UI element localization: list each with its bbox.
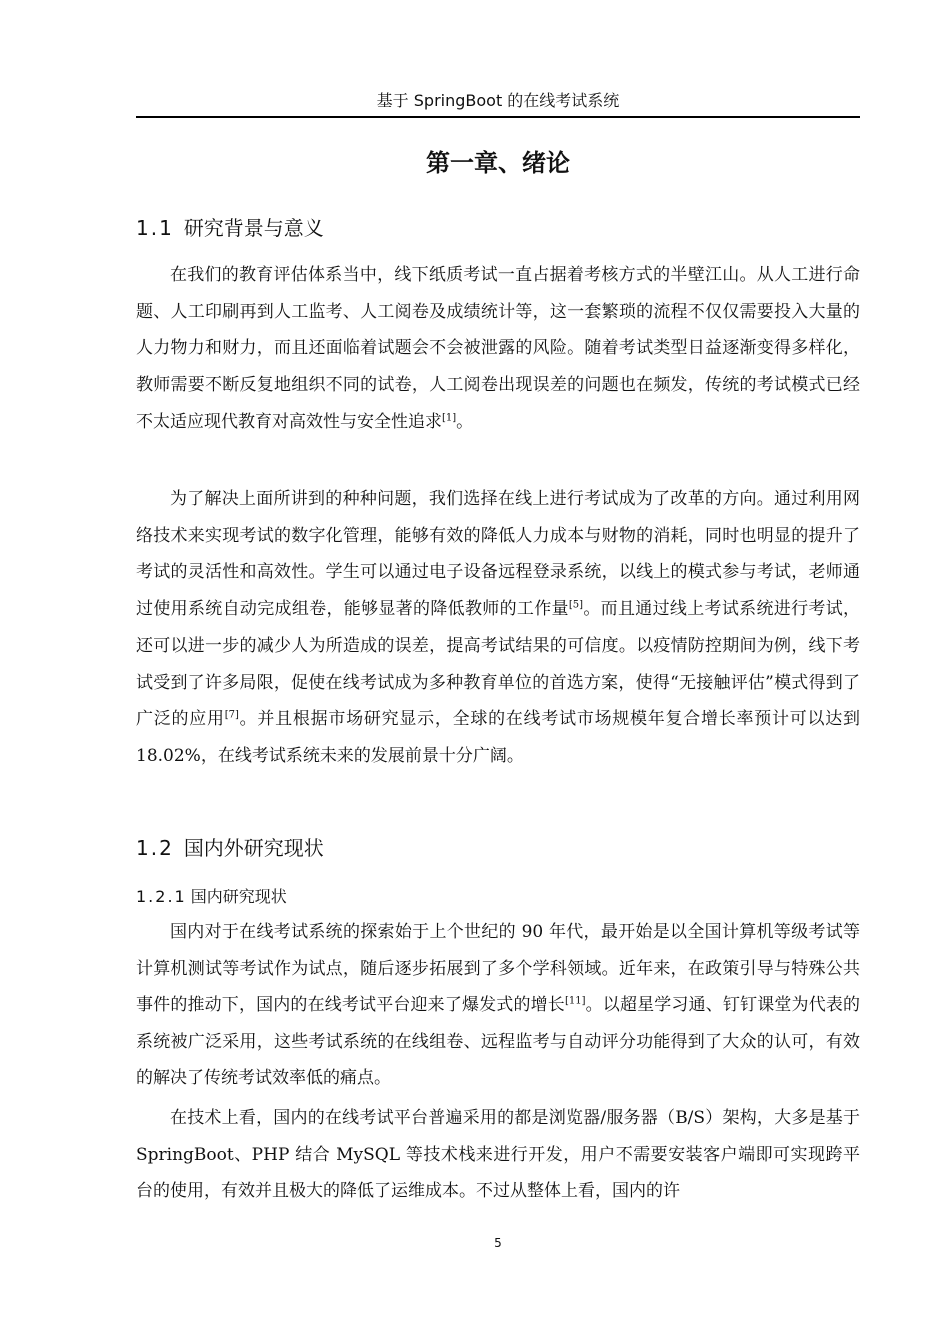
citation: [11] (564, 995, 586, 1007)
paragraph-text: 。并且根据市场研究显示，全球的在线考试市场规模年复合增长率预计可以达到 18.02%，在线考试系统未来的发展前景十分广阔。 (136, 709, 861, 766)
section-title: 研究背景与意义 (183, 216, 324, 240)
paragraph-domestic-2 (136, 1100, 860, 1210)
paragraph-text: 国内对于在线考试系统的探索始于上个世纪的 90 年代，最开始是以全国计算机等级考试等计算机测试等考试作为试点，随后逐步拓展到了多个学科领域。近年来，在政策引导与特殊公共事件的推动下，国内的在线考试平台迎来了爆发式的增长 (136, 922, 860, 1016)
paragraph-end: 。 (456, 411, 474, 432)
paragraph-significance (136, 481, 860, 775)
citation: [7] (224, 709, 239, 721)
paragraph-background (136, 257, 860, 441)
paragraph-text: 在技术上看，国内的在线考试平台普遍采用的都是浏览器/服务器（B/S）架构，大多是基于 SpringBoot、PHP 结合 MySQL 等技术栈来进行开发，用户不需要安装客户端即可实现跨平台的使用，有效并且极大的降低了运维成本。不过从整体上看，国内的许 (136, 1108, 860, 1202)
subsection-number: 1.2.1 (136, 887, 187, 906)
running-header: 基于 SpringBoot 的在线考试系统 (376, 91, 620, 110)
chapter-title: 第一章、绪论 (426, 149, 570, 177)
subsection-heading-1-2-1 (136, 886, 860, 908)
section-heading-1-1 (136, 214, 860, 242)
section-number: 1.2 (136, 836, 174, 860)
paragraph-domestic-1 (136, 914, 860, 1097)
page-number: 5 (494, 1236, 502, 1250)
section-heading-1-2 (136, 834, 860, 862)
subsection-title: 国内研究现状 (190, 887, 287, 906)
paragraph-text: 为了解决上面所讲到的种种问题，我们选择在线上进行考试成为了改革的方向。通过利用网络技术来实现考试的数字化管理，能够有效的降低人力成本与财物的消耗，同时也明显的提升了考试的灵活性和高效性。学生可以通过电子设备远程登录系统，以线上的模式参与考试，老师通过使用系统自动完成组卷，能够显著的降低教师的工作量 (136, 489, 860, 620)
paragraph-text: 。而且通过线上考试系统进行考试，还可以进一步的减少人为所造成的误差，提高考试结果的可信度。以疫情防控期间为例，线下考试受到了许多局限，促使在线考试成为多种教育单位的首选方案，使得“无接触评估”模式得到了广泛的应用 (136, 599, 861, 730)
citation: [5] (568, 599, 583, 611)
paragraph-text: 。以超星学习通、钉钉课堂为代表的系统被广泛采用，这些考试系统的在线组卷、远程监考与自动评分功能得到了大众的认可，有效的解决了传统考试效率低的痛点。 (136, 995, 861, 1089)
section-title: 国内外研究现状 (183, 836, 324, 860)
section-number: 1.1 (136, 216, 174, 240)
header-rule (136, 116, 860, 118)
citation: [1] (442, 412, 457, 424)
paragraph-text: 在我们的教育评估体系当中，线下纸质考试一直占据着考核方式的半壁江山。从人工进行命题、人工印刷再到人工监考、人工阅卷及成绩统计等，这一套繁琐的流程不仅仅需要投入大量的人力物力和财力，而且还面临着试题会不会被泄露的风险。随着考试类型日益逐渐变得多样化，教师需要不断反复地组织不同的试卷，人工阅卷出现误差的问题也在频发，传统的考试模式已经不太适应现代教育对高效性与安全性追求 (136, 265, 860, 432)
